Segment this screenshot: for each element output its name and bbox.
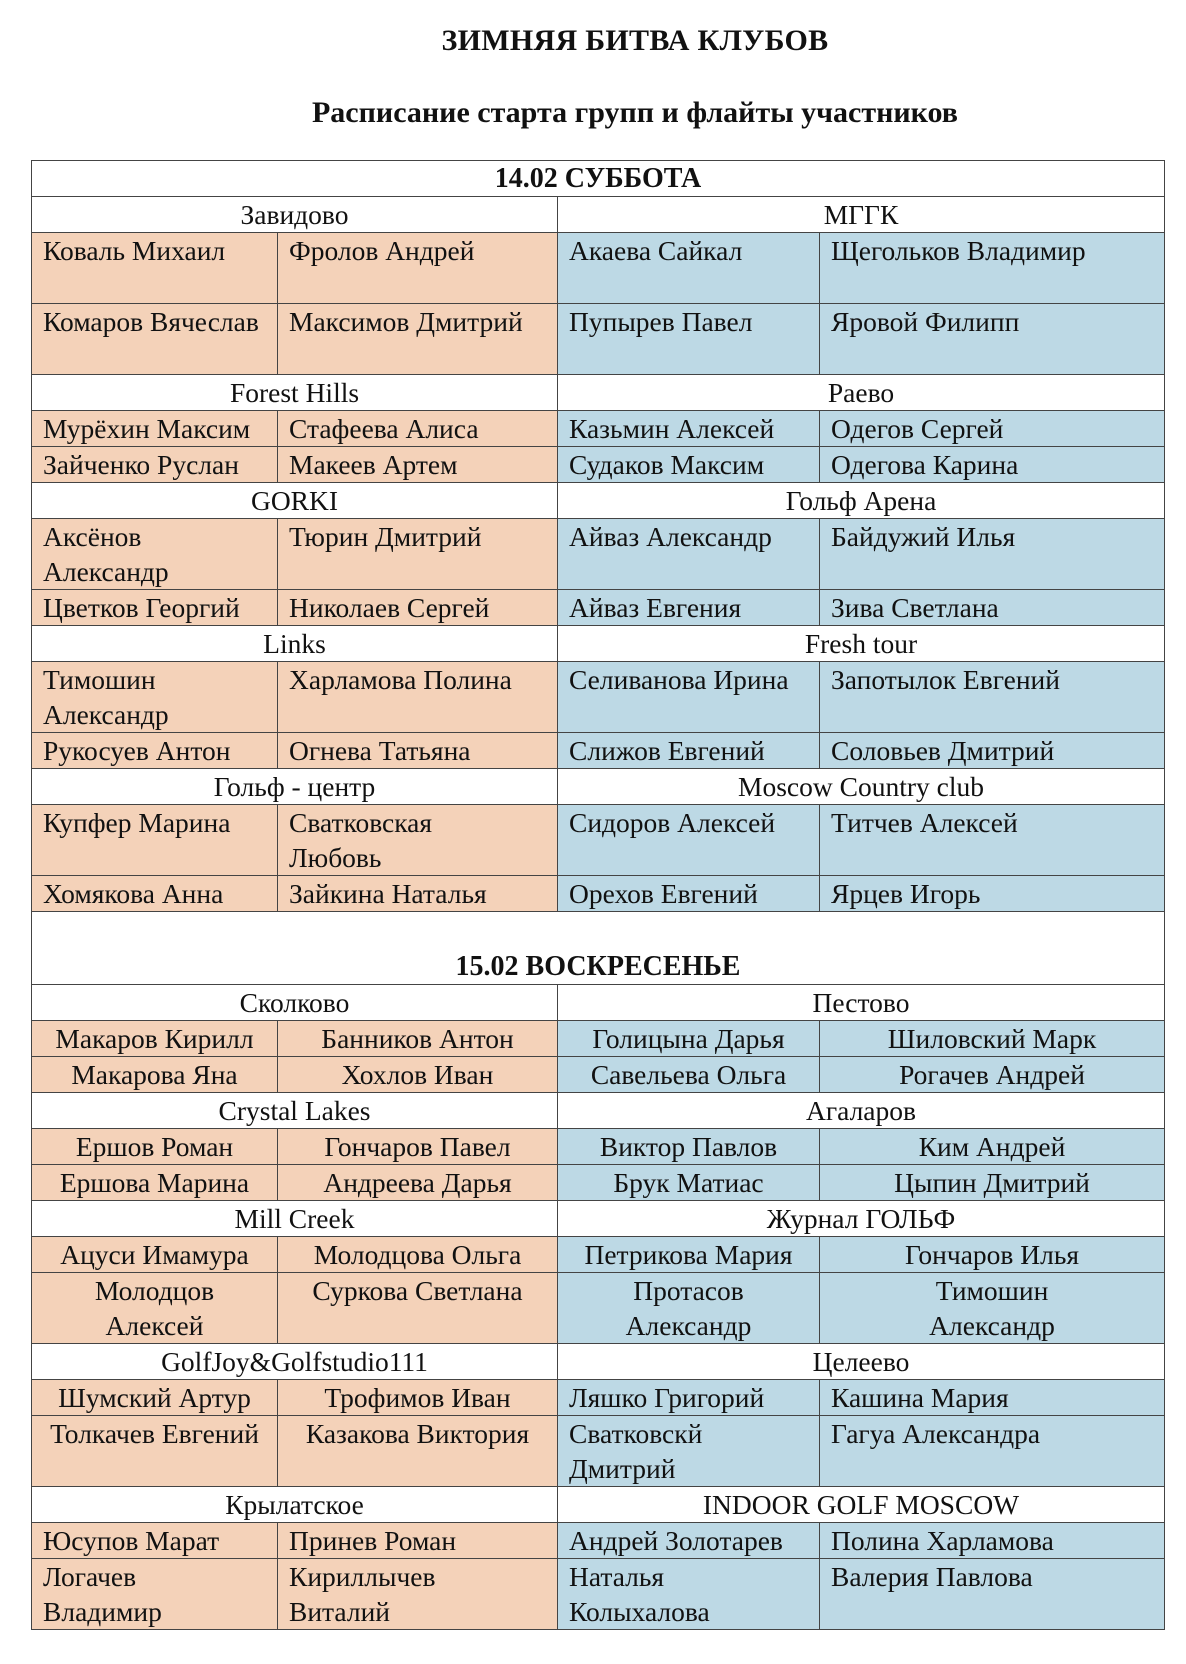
player-cell: Фролов Андрей (278, 233, 558, 304)
player-cell: Харламова Полина (278, 662, 558, 733)
club-name: Moscow Country club (558, 769, 1165, 805)
club-header-row (32, 1093, 1165, 1129)
player-cell: Ким Андрей (820, 1129, 1165, 1165)
club-name: Агаларов (558, 1093, 1165, 1129)
player-cell: Коваль Михаил (32, 233, 278, 304)
club-name: Crystal Lakes (32, 1093, 558, 1129)
player-cell: Гагуа Александра (820, 1416, 1165, 1487)
flight-row (32, 447, 1165, 483)
club-name: МГГК (558, 197, 1165, 233)
player-cell: Николаев Сергей (278, 590, 558, 626)
flight-row (32, 1057, 1165, 1093)
player-cell: Макаров Кирилл (32, 1021, 278, 1057)
day-label: 14.02 СУББОТА (32, 161, 1165, 197)
player-cell: Трофимов Иван (278, 1380, 558, 1416)
player-cell: Одегова Карина (820, 447, 1165, 483)
flight-row (32, 1021, 1165, 1057)
flight-row (32, 1129, 1165, 1165)
club-header-row (32, 1201, 1165, 1237)
club-name: GORKI (32, 483, 558, 519)
player-cell: Байдужий Илья (820, 519, 1165, 590)
player-cell: Цыпин Дмитрий (820, 1165, 1165, 1201)
club-header-row (32, 769, 1165, 805)
player-cell: Полина Харламова (820, 1523, 1165, 1559)
player-cell: Купфер Марина (32, 805, 278, 876)
player-cell: Кириллычев Виталий (278, 1559, 558, 1630)
flight-row (32, 876, 1165, 912)
flight-row (32, 411, 1165, 447)
player-cell: Шиловский Марк (820, 1021, 1165, 1057)
player-cell: Титчев Алексей (820, 805, 1165, 876)
club-name: Завидово (32, 197, 558, 233)
player-cell: Гончаров Павел (278, 1129, 558, 1165)
club-header-row (32, 197, 1165, 233)
player-cell: Сватковскй Дмитрий (558, 1416, 820, 1487)
player-cell: Рогачев Андрей (820, 1057, 1165, 1093)
player-cell: Яровой Филипп (820, 304, 1165, 375)
player-cell: Аксёнов Александр (32, 519, 278, 590)
flight-row (32, 519, 1165, 590)
club-name: INDOOR GOLF MOSCOW (558, 1487, 1165, 1523)
player-cell: Банников Антон (278, 1021, 558, 1057)
club-header-row (32, 1487, 1165, 1523)
flight-row (32, 1416, 1165, 1487)
flight-row (32, 1273, 1165, 1344)
player-cell: Селиванова Ирина (558, 662, 820, 733)
player-cell: Мурёхин Максим (32, 411, 278, 447)
club-name: Целеево (558, 1344, 1165, 1380)
player-cell: Пупырев Павел (558, 304, 820, 375)
club-header-row (32, 1344, 1165, 1380)
player-cell: Ацуси Имамура (32, 1237, 278, 1273)
player-cell: Слижов Евгений (558, 733, 820, 769)
player-cell: Зива Светлана (820, 590, 1165, 626)
player-cell: Принев Роман (278, 1523, 558, 1559)
player-cell: Андреева Дарья (278, 1165, 558, 1201)
club-header-row (32, 375, 1165, 411)
player-cell: Петрикова Мария (558, 1237, 820, 1273)
player-cell: Комаров Вячеслав (32, 304, 278, 375)
club-name: GolfJoy&Golfstudio111 (32, 1344, 558, 1380)
document-title: ЗИМНЯЯ БИТВА КЛУБОВ (441, 24, 829, 57)
player-cell: Ершов Роман (32, 1129, 278, 1165)
flight-row (32, 233, 1165, 304)
player-cell: Стафеева Алиса (278, 411, 558, 447)
club-name: Сколково (32, 985, 558, 1021)
day-header-row (32, 161, 1165, 197)
player-cell: Макарова Яна (32, 1057, 278, 1093)
day-header-row (32, 912, 1165, 985)
player-cell: Тюрин Дмитрий (278, 519, 558, 590)
player-cell: Молодцова Ольга (278, 1237, 558, 1273)
club-header-row (32, 626, 1165, 662)
player-cell: Молодцов Алексей (32, 1273, 278, 1344)
flight-row (32, 805, 1165, 876)
club-name: Журнал ГОЛЬФ (558, 1201, 1165, 1237)
player-cell: Ярцев Игорь (820, 876, 1165, 912)
player-cell: Протасов Александр (558, 1273, 820, 1344)
club-name: Гольф - центр (32, 769, 558, 805)
flight-row (32, 304, 1165, 375)
player-cell: Ершова Марина (32, 1165, 278, 1201)
player-cell: Орехов Евгений (558, 876, 820, 912)
day-label: 15.02 ВОСКРЕСЕНЬЕ (32, 912, 1165, 985)
flight-row (32, 1380, 1165, 1416)
club-name: Mill Creek (32, 1201, 558, 1237)
player-cell: Валерия Павлова (820, 1559, 1165, 1630)
flight-row (32, 1523, 1165, 1559)
player-cell: Хомякова Анна (32, 876, 278, 912)
player-cell: Сидоров Алексей (558, 805, 820, 876)
player-cell: Огнева Татьяна (278, 733, 558, 769)
club-name: Links (32, 626, 558, 662)
player-cell: Щегольков Владимир (820, 233, 1165, 304)
player-cell: Юсупов Марат (32, 1523, 278, 1559)
player-cell: Казакова Виктория (278, 1416, 558, 1487)
club-header-row (32, 985, 1165, 1021)
player-cell: Судаков Максим (558, 447, 820, 483)
schedule-table (31, 160, 1165, 1630)
player-cell: Ляшко Григорий (558, 1380, 820, 1416)
player-cell: Сватковская Любовь (278, 805, 558, 876)
player-cell: Тимошин Александр (32, 662, 278, 733)
player-cell: Гончаров Илья (820, 1237, 1165, 1273)
flight-row (32, 590, 1165, 626)
player-cell: Зайкина Наталья (278, 876, 558, 912)
player-cell: Толкачев Евгений (32, 1416, 278, 1487)
player-cell: Виктор Павлов (558, 1129, 820, 1165)
player-cell: Акаева Сайкал (558, 233, 820, 304)
flight-row (32, 1559, 1165, 1630)
club-name: Пестово (558, 985, 1165, 1021)
document-subtitle: Расписание старта групп и флайты участников (311, 96, 959, 129)
player-cell: Кашина Мария (820, 1380, 1165, 1416)
player-cell: Тимошин Александр (820, 1273, 1165, 1344)
player-cell: Логачев Владимир (32, 1559, 278, 1630)
player-cell: Хохлов Иван (278, 1057, 558, 1093)
flight-row (32, 662, 1165, 733)
player-cell: Наталья Колыхалова (558, 1559, 820, 1630)
player-cell: Казьмин Алексей (558, 411, 820, 447)
club-name: Forest Hills (32, 375, 558, 411)
flight-row (32, 1165, 1165, 1201)
player-cell: Брук Матиас (558, 1165, 820, 1201)
player-cell: Шумский Артур (32, 1380, 278, 1416)
player-cell: Максимов Дмитрий (278, 304, 558, 375)
club-name: Раево (558, 375, 1165, 411)
player-cell: Савельева Ольга (558, 1057, 820, 1093)
flight-row (32, 1237, 1165, 1273)
player-cell: Айваз Евгения (558, 590, 820, 626)
player-cell: Голицына Дарья (558, 1021, 820, 1057)
player-cell: Зайченко Руслан (32, 447, 278, 483)
player-cell: Запотылок Евгений (820, 662, 1165, 733)
club-header-row (32, 483, 1165, 519)
club-name: Гольф Арена (558, 483, 1165, 519)
player-cell: Соловьев Дмитрий (820, 733, 1165, 769)
player-cell: Рукосуев Антон (32, 733, 278, 769)
player-cell: Цветков Георгий (32, 590, 278, 626)
flight-row (32, 733, 1165, 769)
player-cell: Айваз Александр (558, 519, 820, 590)
player-cell: Андрей Золотарев (558, 1523, 820, 1559)
player-cell: Макеев Артем (278, 447, 558, 483)
player-cell: Суркова Светлана (278, 1273, 558, 1344)
player-cell: Одегов Сергей (820, 411, 1165, 447)
club-name: Fresh tour (558, 626, 1165, 662)
club-name: Крылатское (32, 1487, 558, 1523)
